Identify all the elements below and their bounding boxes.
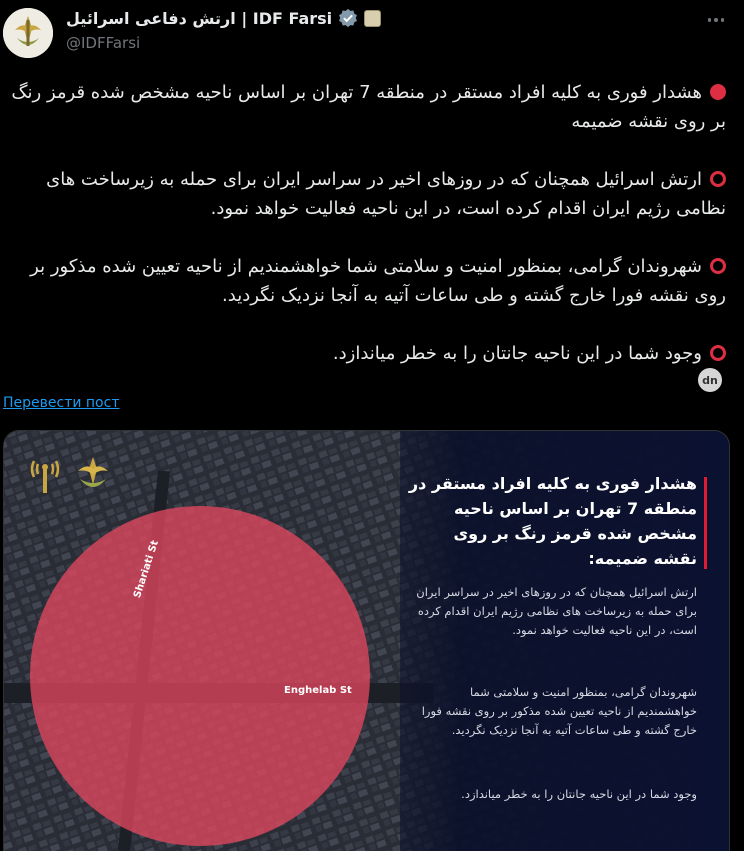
street-label-shariati: Shariati St bbox=[132, 539, 161, 600]
watermark-logo: dn bbox=[698, 368, 722, 392]
hollow-red-circle-icon bbox=[710, 345, 726, 361]
tweet-text bbox=[0, 78, 726, 397]
panel-paragraph: ارتش اسرائیل همچنان که در روزهای اخیر در سراسر ایران برای حمله به زیرساخت های نظامی رژیم ایران اقدام کرده است، در این ناحیه فعالیت خواهد نمود. bbox=[416, 585, 697, 637]
tweet-media-image[interactable] bbox=[3, 430, 730, 851]
street-label-enghelab: Enghelab St bbox=[284, 685, 352, 696]
red-circle-icon bbox=[710, 84, 726, 100]
more-horizontal-icon[interactable] bbox=[704, 8, 728, 32]
panel-accent-bar bbox=[704, 477, 707, 569]
hollow-red-circle-icon bbox=[710, 171, 726, 187]
user-handle[interactable]: @IDFFarsi bbox=[66, 34, 141, 52]
antenna-icon bbox=[28, 455, 62, 495]
tweet-paragraph: شهروندان گرامی، بمنظور امنیت و سلامتی شما خواهشمندیم از ناحیه تعیین شده مذکور بر روی نقشه فورا خارج گشته و طی ساعات آتیه به آنجا نزدیک نگردید. bbox=[30, 256, 726, 306]
panel-paragraph: وجود شما در این ناحیه جانتان را به خطر میاندازد. bbox=[461, 787, 697, 801]
warning-panel bbox=[400, 431, 729, 851]
display-name[interactable]: ارتش دفاعی اسرائیل | IDF Farsi bbox=[66, 8, 333, 28]
idf-emblem-icon bbox=[72, 455, 114, 495]
display-name-row[interactable] bbox=[66, 8, 381, 28]
tweet-paragraph: ارتش اسرائیل همچنان که در روزهای اخیر در سراسر ایران برای حمله به زیرساخت های نظامی رژیم ایران اقدام کرده است، در این ناحیه فعالیت خواهد نمود. bbox=[46, 169, 726, 219]
hollow-red-circle-icon bbox=[710, 258, 726, 274]
verified-badge-icon bbox=[338, 8, 358, 28]
tweet-paragraph: وجود شما در این ناحیه جانتان را به خطر میاندازد. bbox=[0, 339, 726, 368]
translate-post-link[interactable]: Перевести пост bbox=[3, 395, 120, 411]
affiliate-badge-icon[interactable] bbox=[364, 10, 381, 27]
tweet-paragraph: هشدار فوری به کلیه افراد مستقر در منطقه 7 تهران بر اساس ناحیه مشخص شده قرمز رنگ بر روی نقشه ضمیمه bbox=[11, 82, 726, 132]
idf-emblem-icon bbox=[3, 8, 53, 58]
panel-title: هشدار فوری به کلیه افراد مستقر در منطقه 7 تهران بر اساس ناحیه مشخص شده قرمز رنگ بر روی نقشه ضمیمه: bbox=[408, 474, 697, 568]
panel-paragraph: شهروندان گرامی، بمنظور امنیت و سلامتی شما خواهشمندیم از ناحیه تعیین شده مذکور بر روی نقشه فورا خارج گشته و طی ساعات آتیه به آنجا نزدیک نگردید. bbox=[421, 685, 697, 737]
logo-row bbox=[28, 455, 114, 495]
avatar[interactable] bbox=[3, 8, 53, 58]
tweet-header bbox=[0, 0, 744, 68]
